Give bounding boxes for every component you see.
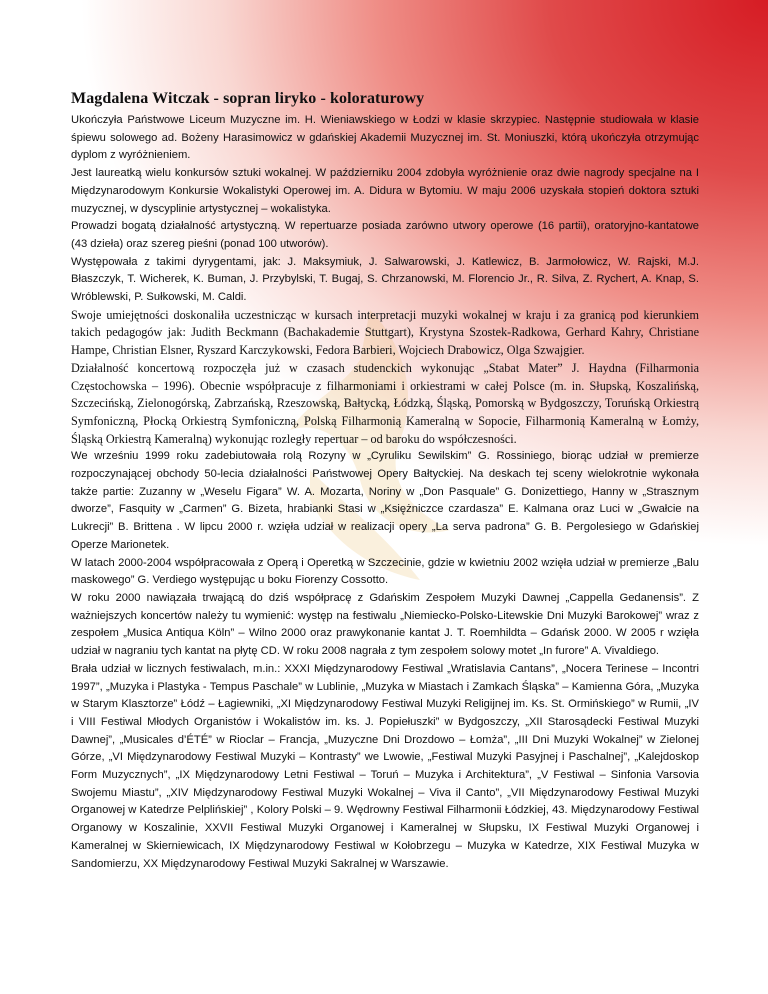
- paragraph-festivals: Brała udział w licznych festiwalach, m.in.: XXXI Międzynarodowy Festiwal „Wratislavia Cantans”, „Nocera Terinese – Incontri 1997”, „Muzyka i Plastyka - Tempus Paschale” w Lublinie, „Muzyka w Miastach i Zamkach Śląska” – Kamienna Góra, „Muzyka w Starym Klasztorze” Łódź – Łagiewniki, „XI Międzynarodowy Festiwal Muzyki Religijnej im. Ks. St. Ormińskiego” w Rumii, „IV i VIII Festiwal Młodych Organistów i Wokalistów im. ks. J. Popiełuszki” w Bydgoszczy, „XII Starosądecki Festiwal Muzyki Dawnej”, „Musicales d’ÉTÉ” w Rioclar – Francja, „Muzyczne Dni Drozdowo – Łomża”, „III Dni Muzyki Wokalnej” w Zielonej Górze, „VI Międzynarodowy Festiwal Muzyki – Kontrasty” we Lwowie, „Festiwal Muzyki Pasyjnej i Paschalnej”, „Kalejdoskop Form Muzycznych”, „IX Międzynarodowy Letni Festiwal – Toruń – Muzyka i Architektura”, „V Festiwal – Sinfonia Varsovia Swojemu Miastu”, „XIV Międzynarodowy Festiwal Muzyki Wokalnej – Viva il Canto”, „VII Międzynarodowy Festiwal Muzyki Organowej w Katedrze Pelplińskiej” , Kolory Polski – 9. Wędrowny Festiwal Filharmonii Łódzkiej, 43. Międzynarodowy Festiwal Organowy w Koszalinie, XXVII Festiwal Muzyki Organowej i Kameralnej w Słupsku, IX Festiwal Muzyki Organowej i Kameralnej w Skierniewicach, IX Międzynarodowy Festiwal w Kołobrzegu – Muzyka w Katedrze, XIX Festiwal Muzyka w Sandomierzu, XX Międzynarodowy Festiwal Muzyki Sakralnej w Warszawie.: [71, 662, 699, 870]
- paragraph-szczecin: W latach 2000-2004 współpracowała z Operą i Operetką w Szczecinie, gdzie w kwietniu 2002 wzięła udział w premierze „Balu maskowego” G. Verdiego występując u boku Fiorenzy Cossotto.: [71, 556, 699, 587]
- paragraph-conductors: Występowała z takimi dyrygentami, jak: J. Maksymiuk, J. Salwarowski, J. Katlewicz, B. Jarmołowicz, W. Rajski, M.J. Błaszczyk, T. Wicherek, K. Buman, J. Przybylski, T. Bugaj, S. Chrzanowski, M. Florencio Jr., R. Silva, Z. Rychert, A. Knap, S. Wróblewski, P. Sułkowski, M. Caldi.: [71, 255, 699, 304]
- paragraph-courses: Swoje umiejętności doskonaliła uczestnicząc w kursach interpretacji muzyki wokalnej w kraju i za granicą pod kierunkiem takich pedagogów jak: Judith Beckmann (Bachakademie Stuttgart), Krystyna Szostek-Radkowa, Gerhard Kahry, Christiane Hampe, Christian Elsner, Ryszard Karczykowski, Fedora Barbieri, Wojciech Drabowicz, Olga Szwajgier.: [71, 307, 699, 358]
- paragraph-awards: Jest laureatką wielu konkursów sztuki wokalnej. W październiku 2004 zdobyła wyróżnienie oraz dwie nagrody specjalne na I Międzynarodowym Konkursie Wokalistyki Operowej im. A. Didura w Bytomiu. W maju 2006 uzyskała stopień doktora sztuki muzycznej, w dyscyplinie artystycznej – wokalistyka.: [71, 167, 699, 215]
- page-title: Magdalena Witczak - sopran liryko - koloraturowy: [71, 90, 425, 107]
- paragraph-repertoire: Prowadzi bogatą działalność artystyczną. W repertuarze posiada zarówno utwory operowe (16 partii), oratoryjno-kantatowe (43 dzieła) oraz szereg pieśni (ponad 100 utworów).: [71, 220, 699, 250]
- paragraph-concerts: Działalność koncertową rozpoczęła już w czasach studenckich wykonując „Stabat Mater” J. Haydna (Filharmonia Częstochowska – 1996). Obecnie współpracuje z filharmoniami i orkiestrami w całej Polsce (m. in. Słupską, Koszalińską, Szczecińską, Zielonogórską, Zabrzańską, Rzeszowską, Bałtycką, Łódzką, Śląską, Pomorską w Bydgoszczy, Toruńską Orkiestrą Symfoniczną, Płocką Orkiestrą Symfoniczną, Polską Filharmonią Kameralną w Sopocie, Filharmonią Kameralną w Łomży, Śląską Orkiestrą Kameralną) wykonując rozległy repertuar – od baroku do współczesności.: [71, 360, 699, 446]
- paragraph-education: Ukończyła Państwowe Liceum Muzyczne im. H. Wieniawskiego w Łodzi w klasie skrzypiec. Następnie studiowała w klasie śpiewu solowego ad. Bożeny Harasimowicz w gdańskiej Akademii Muzycznej im. St. Moniuszki, którą ukończyła otrzymując dyplom z wyróżnieniem.: [71, 114, 699, 162]
- paragraph-opera-debut: We wrześniu 1999 roku zadebiutowała rolą Rozyny w „Cyruliku Sewilskim” G. Rossiniego, biorąc udział w premierze rozpoczynającej obchody 50-lecia działalności Państwowej Opery Bałtyckiej. Na deskach tej sceny wielokrotnie wykonała także partie: Zuzanny w „Weselu Figara” W. A. Mozarta, Noriny w „Don Pasquale” G. Donizettiego, Hanny w „Strasznym dworze”, Fasquity w „Carmen” G. Bizeta, hrabianki Stasi w „Księżniczce czardasza” E. Kalmana oraz Luci w „Gwałcie na Lukrecji” B. Brittena . W lipcu 2000 r. wzięła udział w realizacji opery „La serva padrona” G. B. Pergolesiego w Gdańskiej Operze Marionetek.: [71, 450, 699, 551]
- document-body: [71, 90, 699, 873]
- paragraph-cappella: W roku 2000 nawiązała trwającą do dziś współpracę z Gdańskim Zespołem Muzyki Dawnej „Cappella Gedanensis”. Z ważniejszych koncertów należy tu wymienić: występ na festiwalu „Niemiecko-Polsko-Litewskie Dni Muzyki Barokowej” wraz z zespołem „Musica Antiqua Köln” – Wilno 2000 oraz prawykonanie kantat J. T. Roemhildta – Gdańsk 2000. W 2005 r wzięła udział w nagraniu tych kantat na płytę CD. W roku 2008 nagrała z tym zespołem solowy motet „In furore” A. Vivaldiego.: [71, 591, 699, 658]
